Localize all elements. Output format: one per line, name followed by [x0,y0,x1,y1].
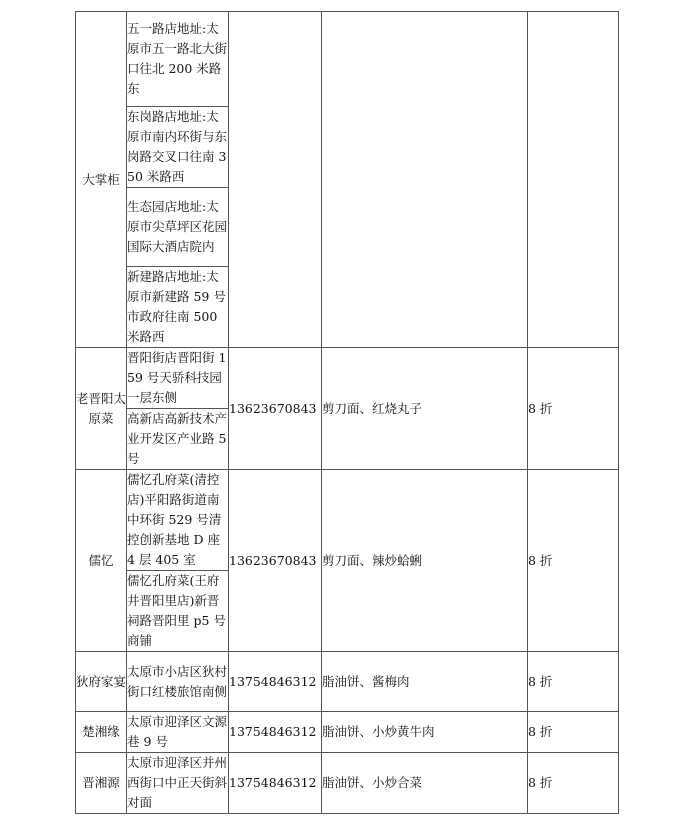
featured-dishes: 脂油饼、小炒合菜 [322,753,528,814]
discount: 8 折 [528,753,619,814]
phone-number [229,12,322,348]
discount [528,12,619,348]
phone-number: 13623670843 [229,470,322,652]
branch-address: 太原市迎泽区并州西街口中正天街斜对面 [127,753,229,814]
table-row [76,348,619,409]
phone-number: 13623670843 [229,348,322,470]
featured-dishes: 脂油饼、小炒黄牛肉 [322,712,528,753]
featured-dishes: 脂油饼、酱梅肉 [322,652,528,712]
restaurant-name: 大掌柜 [76,12,127,348]
branch-address: 儒忆孔府菜(王府井晋阳里店)新晋祠路晋阳里 p5 号商铺 [127,571,229,652]
featured-dishes: 剪刀面、辣炒蛤蜊 [322,470,528,652]
restaurant-name: 老晋阳太原菜 [76,348,127,470]
branch-address: 新建路店地址:太原市新建路 59 号市政府往南 500 米路西 [127,267,229,348]
branch-address: 东岗路店地址:太原市南内环街与东岗路交叉口往南 350 米路西 [127,107,229,188]
restaurant-table [75,11,619,814]
restaurant-name: 儒忆 [76,470,127,652]
discount: 8 折 [528,348,619,470]
restaurant-name: 狄府家宴 [76,652,127,712]
restaurant-name: 楚湘缘 [76,712,127,753]
restaurant-name: 晋湘源 [76,753,127,814]
discount: 8 折 [528,652,619,712]
phone-number: 13754846312 [229,712,322,753]
table-row [76,753,619,814]
phone-number: 13754846312 [229,652,322,712]
branch-address: 生态园店地址:太原市尖草坪区花园国际大酒店院内 [127,188,229,267]
table-row [76,652,619,712]
branch-address: 太原市小店区狄村街口红楼旅馆南侧 [127,652,229,712]
table-row [76,712,619,753]
phone-number: 13754846312 [229,753,322,814]
table-row [76,470,619,571]
branch-address: 晋阳街店晋阳街 159 号天骄科技园一层东侧 [127,348,229,409]
branch-address: 儒忆孔府菜(清控店)平阳路街道南中环街 529 号清控创新基地 D 座 4 层 405 室 [127,470,229,571]
discount: 8 折 [528,470,619,652]
branch-address: 太原市迎泽区文源巷 9 号 [127,712,229,753]
featured-dishes: 剪刀面、红烧丸子 [322,348,528,470]
branch-address: 高新店高新技术产业开发区产业路 5 号 [127,409,229,470]
featured-dishes [322,12,528,348]
branch-address: 五一路店地址:太原市五一路北大街口往北 200 米路东 [127,12,229,107]
table-row [76,12,619,107]
discount: 8 折 [528,712,619,753]
